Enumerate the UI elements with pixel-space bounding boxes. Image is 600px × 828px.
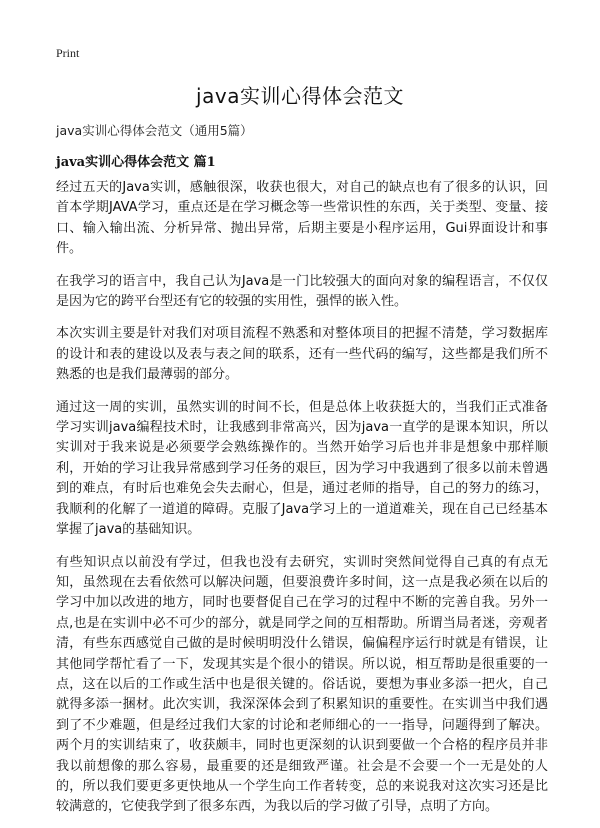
paragraph: 在我学习的语言中，我自己认为Java是一门比较强大的面向对象的编程语言，不仅仅是因为它的跨平台型还有它的较强的实用性，强悍的嵌入性。 [56, 273, 548, 310]
document-subtitle: java实训心得体会范文（通用5篇） [56, 123, 253, 138]
paragraph: 有些知识点以前没有学过，但我也没有去研究，实训时突然间觉得自己真的有点无知，虽然现在去看依然可以解决问题，但要浪费许多时间，这一点是我必须在以后的学习中加以改进的地方，同时也要督促自己在学习的过程中不断的完善自我。另外一点,也是在实训中必不可少的部分，就是同学之间的互相帮助。所谓当局者迷，旁观者清，有些东西感觉自己做的是时候明明没什么错误，偏偏程序运行时就是有错误，让其他同学帮忙看了一下，发现其实是个很小的错误。所以说，相互帮助是很重要的一点，这在以后的工作或生活中也是很关键的。俗话说，要想为事业多添一把火，自己就得多添一捆材。此次实训，我深深体会到了积累知识的重要性。在实训当中我们遇到了不少难题，但是经过我们大家的讨论和老师细心的一一指导，问题得到了解决。两个月的实训结束了，收获颇丰，同时也更深刻的认识到要做一个合格的程序员并非我以前想像的那么容易，最重要的还是细致严谨。社会是不会要一个一无是处的人的，所以我们要更多更快地从一个学生向工作者转变，总的来说我对这次实习还是比较满意的，它使我学到了很多东西，为我以后的学习做了引导，点明了方向。 [56, 554, 548, 815]
paragraph: 本次实训主要是针对我们对项目流程不熟悉和对整体项目的把握不清楚，学习数据库的设计和表的建设以及表与表之间的联系，还有一些代码的编写，这些都是我们所不熟悉的也是我们最薄弱的部分。 [56, 326, 548, 383]
document-body [56, 178, 548, 818]
paragraph: 经过五天的Java实训，感触很深，收获也很大，对自己的缺点也有了很多的认识，回首本学期JAVA学习，重点还是在学习概念等一些常识性的东西，关于类型、变量、接口、输入输出流、分析异常、抛出异常，后期主要是小程序运用，Gui界面设计和事件。 [56, 180, 548, 257]
section-heading: java实训心得体会范文 篇1 [56, 155, 216, 170]
print-link[interactable]: Print [56, 46, 80, 60]
paragraph: 通过这一周的实训，虽然实训的时间不长，但是总体上收获挺大的，当我们正式准备学习实训java编程技术时，让我感到非常高兴，因为java一直学的是课本知识，所以实训对于我来说是必须要学会熟练操作的。当然开始学习后也并非是想象中那样顺利，开始的学习让我异常感到学习任务的艰巨，因为学习中我遇到了很多以前未曾遇到的难点，有时后也难免会失去耐心，但是，通过老师的指导，自己的努力的练习，我顺利的化解了一道道的障碍。克服了Java学习上的一道道难关，现在自己已经基本掌握了java的基础知识。 [56, 399, 548, 538]
page-title: java实训心得体会范文 [196, 84, 404, 108]
